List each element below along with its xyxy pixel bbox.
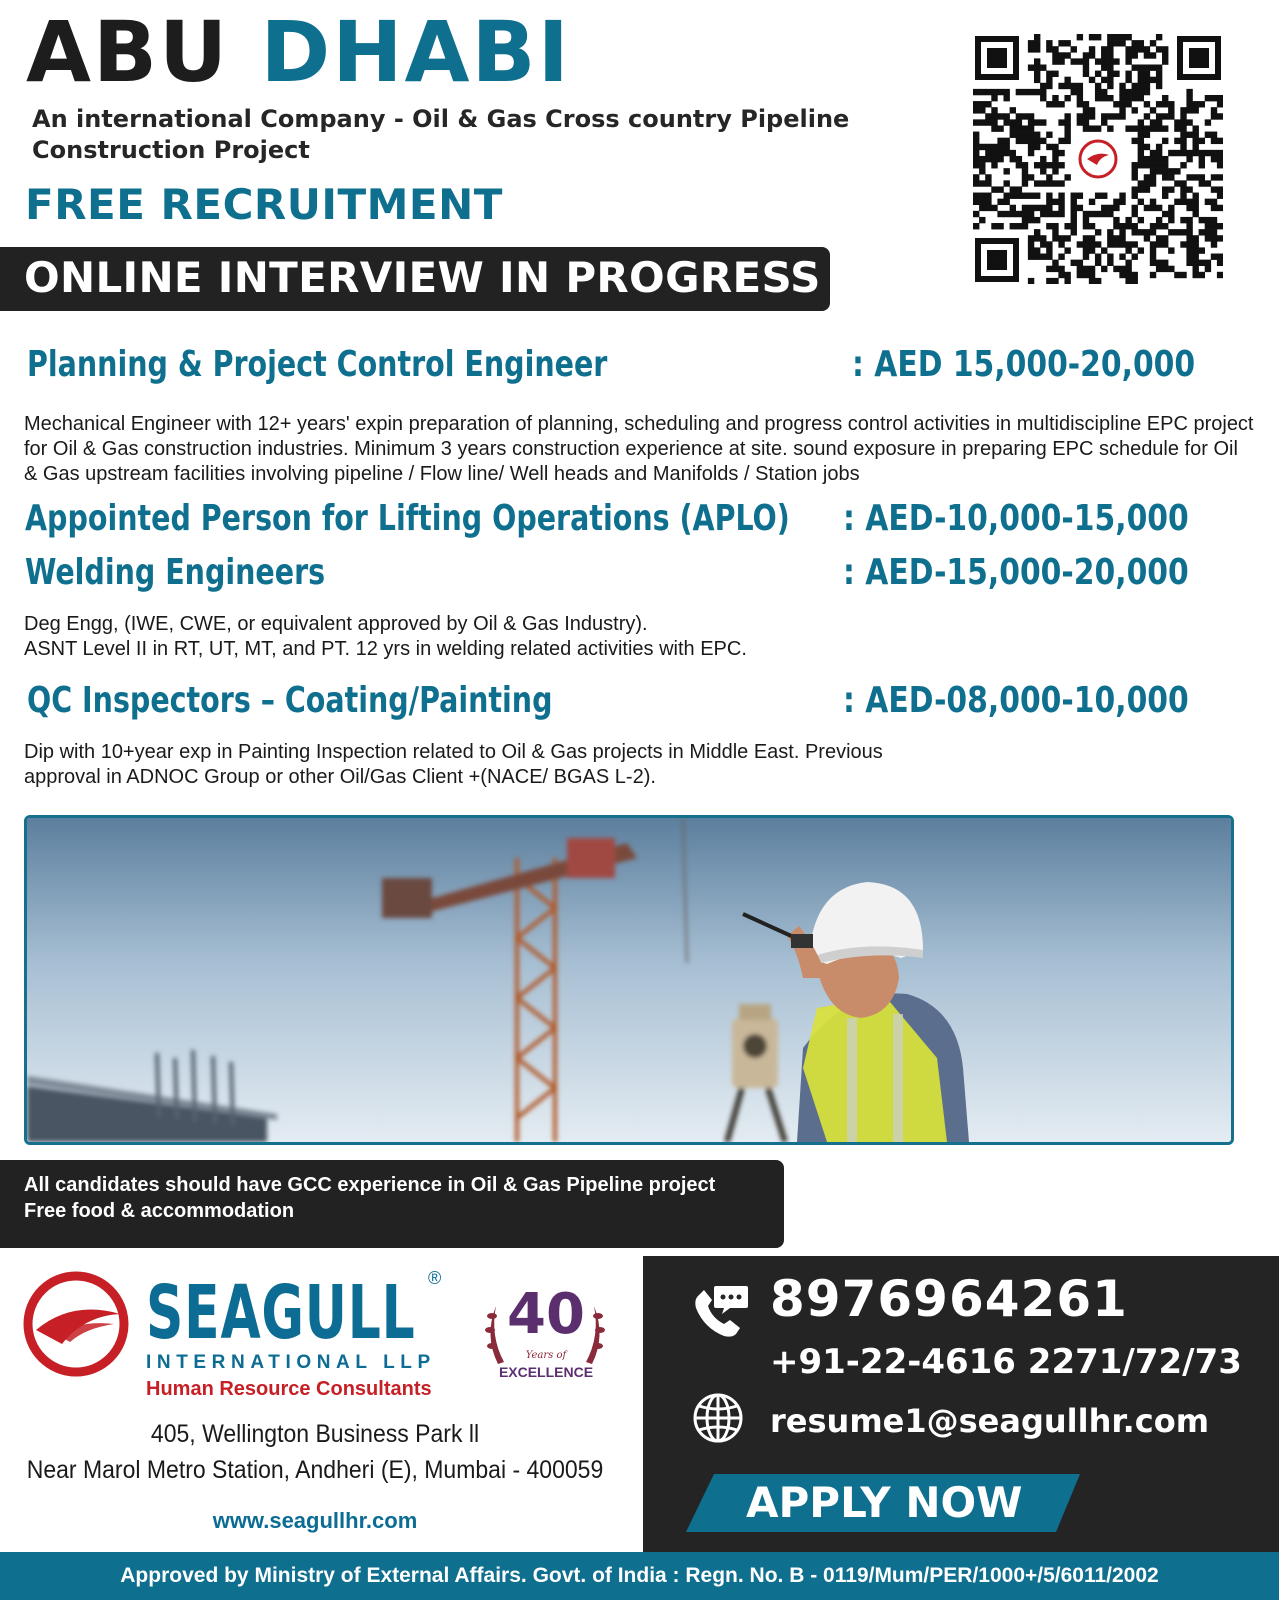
- job-description-qc-line2: approval in ADNOC Group or other Oil/Gas Client +(NACE/ BGAS L-2).: [24, 766, 656, 788]
- subtitle: An international Company - Oil & Gas Cross country Pipeline Construction Project: [32, 105, 850, 164]
- seagull-logo-icon: [22, 1270, 130, 1378]
- interview-banner: [0, 247, 830, 311]
- title-word-dhabi: DHABI: [260, 3, 571, 101]
- phone-secondary[interactable]: +91-22-4616 2271/72/73: [770, 1342, 1242, 1382]
- phone-primary[interactable]: 8976964261: [770, 1270, 1128, 1328]
- anniversary-number: 40: [507, 1282, 585, 1347]
- globe-icon: [692, 1392, 744, 1444]
- company-name: SEAGULL: [146, 1270, 416, 1356]
- phone-chat-icon: [690, 1282, 750, 1342]
- construction-photo: [24, 815, 1234, 1145]
- job-description-welding-line1: Deg Engg, (IWE, CWE, or equivalent approved by Oil & Gas Industry).: [24, 613, 648, 635]
- page-title: [26, 4, 571, 101]
- interview-banner-text: ONLINE INTERVIEW IN PROGRESS: [24, 253, 821, 302]
- apply-now-label: APPLY NOW: [746, 1478, 1023, 1527]
- job-title-aplo: Appointed Person for Lifting Operations (APLO): [25, 498, 790, 539]
- apply-now-button[interactable]: [686, 1474, 1080, 1532]
- website-link[interactable]: www.seagullhr.com: [212, 1508, 418, 1533]
- job-title-qc-inspectors: QC Inspectors – Coating/Painting: [27, 680, 553, 721]
- job-salary-planning: : AED 15,000-20,000: [852, 344, 1196, 385]
- footer-bar: [0, 1552, 1279, 1600]
- candidate-notes: [0, 1160, 784, 1248]
- job-description-qc-line1: Dip with 10+year exp in Painting Inspection related to Oil & Gas projects in Middle East. Previous: [24, 741, 883, 763]
- email-link[interactable]: resume1@seagullhr.com: [770, 1402, 1210, 1440]
- job-description-welding-line2: ASNT Level II in RT, UT, MT, and PT. 12 yrs in welding related activities with EPC.: [24, 638, 747, 660]
- job-salary-welding: : AED-15,000-20,000: [843, 552, 1189, 593]
- anniversary-label: EXCELLENCE: [498, 1364, 594, 1380]
- registered-mark: ®: [428, 1268, 442, 1288]
- job-title-welding: Welding Engineers: [25, 552, 326, 593]
- company-subname: INTERNATIONAL LLP: [146, 1352, 436, 1373]
- title-word-abu: ABU: [26, 3, 230, 101]
- job-salary-aplo: : AED-10,000-15,000: [843, 498, 1189, 539]
- address-line-1: 405, Wellington Business Park ll: [150, 1420, 480, 1448]
- footer-approval-text: Approved by Ministry of External Affairs. Govt. of India : Regn. No. B - 0119/Mum/PER/1000+/5/6011/2002: [120, 1564, 1159, 1587]
- job-salary-qc-inspectors: : AED-08,000-10,000: [843, 680, 1189, 721]
- free-recruitment-heading: FREE RECRUITMENT: [25, 180, 503, 229]
- company-tagline: Human Resource Consultants: [146, 1378, 432, 1400]
- qr-code-icon[interactable]: [973, 34, 1223, 284]
- address-line-2: Near Marol Metro Station, Andheri (E), Mumbai - 400059: [26, 1456, 604, 1484]
- job-description-planning: Mechanical Engineer with 12+ years' expin preparation of planning, scheduling and progress control activities in multidiscipline EPC project for Oil & Gas construction industries. Minimum 3 years construction experience at site. sound exposure in preparing EPC schedule for Oil & Gas upstream facilities involving pipeline / Flow line/ Well heads and Manifolds / Station jobs: [24, 413, 1254, 485]
- job-title-planning: Planning & Project Control Engineer: [27, 344, 608, 385]
- anniversary-years-text: Years of: [525, 1350, 567, 1361]
- note-food-accommodation: Free food & accommodation: [24, 1200, 295, 1222]
- note-gcc-experience: All candidates should have GCC experience in Oil & Gas Pipeline project: [24, 1174, 716, 1196]
